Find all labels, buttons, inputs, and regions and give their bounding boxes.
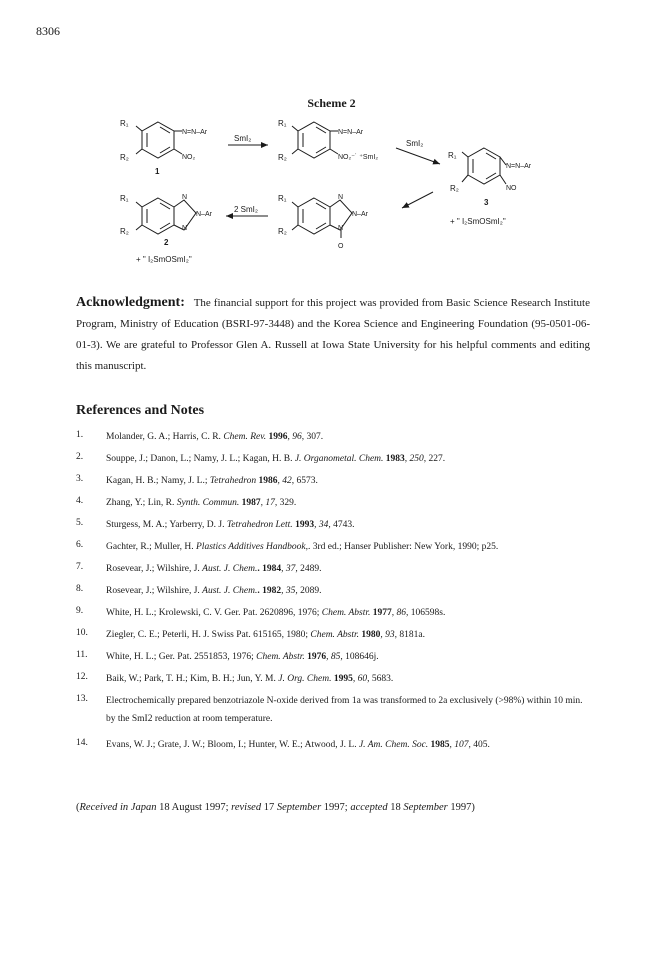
radical-anion-label: NO₂⁻˙ ⁺SmI₂ — [338, 154, 379, 161]
reference-number: 5. — [76, 518, 84, 528]
r2-label: R₂ — [278, 227, 287, 236]
r2-label: R₂ — [120, 227, 129, 236]
reference-text: Evans, W. J.; Grate, J. W.; Bloom, I.; Hunter, W. E.; Atwood, J. L. J. Am. Chem. Soc. 1985, 107, 405. — [106, 740, 490, 750]
compound-1-label: 1 — [155, 167, 160, 176]
azo-label: N=N–Ar — [182, 129, 208, 136]
reference-number: 1. — [76, 430, 84, 440]
reference-number: 8. — [76, 584, 84, 594]
reference-item — [76, 538, 590, 560]
reagent-smi2-1: SmI₂ — [234, 134, 252, 143]
page-number: 8306 — [36, 24, 60, 38]
reference-number: 14. — [76, 738, 88, 748]
reference-number: 11. — [76, 650, 88, 660]
reference-text: White, H. L.; Ger. Pat. 2551853, 1976; Chem. Abstr. 1976, 85, 108646j. — [106, 652, 379, 662]
reference-number: 10. — [76, 628, 88, 638]
azo-label: N=N–Ar — [338, 129, 364, 136]
r2-label: R₂ — [278, 153, 287, 162]
radical-anion-structure — [278, 119, 378, 162]
reference-number: 13. — [76, 694, 88, 704]
reference-item — [76, 472, 590, 494]
reference-number: 9. — [76, 606, 84, 616]
reference-item — [76, 428, 590, 450]
acknowledgment-heading: Acknowledgment: — [76, 295, 185, 310]
reference-number: 6. — [76, 540, 84, 550]
n-ar-label: N–Ar — [352, 211, 368, 218]
reference-number: 12. — [76, 672, 88, 682]
references-list — [76, 428, 590, 758]
r1-label: R₁ — [278, 194, 287, 203]
scheme-title: Scheme 2 — [307, 96, 356, 110]
reference-item — [76, 648, 590, 670]
reference-item — [76, 736, 590, 758]
r1-label: R₁ — [448, 151, 457, 160]
reference-number: 2. — [76, 452, 84, 462]
acknowledgment-text: The financial support for this project was provided from Basic Science Research Institute Program, Ministry of Education (BSRI-97-3448) and the Korea Science and Engineering Foundation (95-0501-06-01-3). We are grateful to Professor Glen A. Russell at Iowa State University for his helpful comments and editing this manuscript. — [76, 297, 590, 372]
reference-text: Molander, G. A.; Harris, C. R. Chem. Rev. 1996, 96, 307. — [106, 432, 324, 442]
n-ar-label: N–Ar — [196, 211, 212, 218]
reference-item — [76, 582, 590, 604]
nitrogen-label: N — [182, 225, 188, 232]
received-line: (Received in Japan 18 August 1997; revised 17 September 1997; accepted 18 September 1997) — [76, 802, 475, 813]
nitrogen-label: N — [182, 194, 188, 201]
reaction-scheme — [100, 112, 560, 272]
reference-number: 7. — [76, 562, 84, 572]
n-oxide-structure — [278, 194, 369, 250]
reference-item — [76, 692, 590, 736]
reference-text: Gachter, R.; Muller, H. Plastics Additives Handbook,. 3rd ed.; Hanser Publisher: New York, 1990; p25. — [106, 542, 499, 552]
reference-text: Rosevear, J.; Wilshire, J. Aust. J. Chem.. 1984, 37, 2489. — [106, 564, 322, 574]
reference-number: 3. — [76, 474, 84, 484]
nitroso-label: NO — [506, 185, 517, 192]
oxide-oxygen-label: O — [338, 243, 344, 250]
reference-item — [76, 604, 590, 626]
acknowledgment-paragraph — [76, 292, 590, 377]
reference-text: Kagan, H. B.; Namy, J. L.; Tetrahedron 1986, 42, 6573. — [106, 476, 318, 486]
compound-2-label: 2 — [164, 238, 169, 247]
reference-item — [76, 450, 590, 472]
reference-item — [76, 494, 590, 516]
r1-label: R₁ — [120, 119, 129, 128]
reference-number: 4. — [76, 496, 84, 506]
reference-item — [76, 626, 590, 648]
reagent-2-smi2: 2 SmI₂ — [234, 205, 258, 214]
nitrogen-label: N — [338, 194, 344, 201]
byproduct-label-2: + " I₂SmOSmI₂" — [136, 255, 192, 264]
references-heading: References and Notes — [76, 403, 205, 418]
arrow-3 — [402, 192, 433, 208]
reference-text: Electrochemically prepared benzotriazole N-oxide derived from 1a was transformed to 2a exclusively (>98%) within 10 min. by the SmI2 reduction at room temperature. — [106, 696, 583, 724]
reference-item — [76, 670, 590, 692]
r2-label: R₂ — [450, 184, 459, 193]
reference-text: Sturgess, M. A.; Yarberry, D. J. Tetrahedron Lett. 1993, 34, 4743. — [106, 520, 355, 530]
arrow-2 — [396, 148, 440, 164]
azo-label: N=N–Ar — [506, 163, 532, 170]
reference-text: Ziegler, C. E.; Peterli, H. J. Swiss Pat. 615165, 1980; Chem. Abstr. 1980, 93, 8181a. — [106, 630, 426, 640]
reference-item — [76, 560, 590, 582]
reference-text: Rosevear, J.; Wilshire, J. Aust. J. Chem.. 1982, 35, 2089. — [106, 586, 322, 596]
byproduct-label-3: + " I₂SmOSmI₂" — [450, 217, 506, 226]
r2-label: R₂ — [120, 153, 129, 162]
compound-2-structure — [120, 194, 213, 247]
reference-item — [76, 516, 590, 538]
r1-label: R₁ — [120, 194, 129, 203]
nitrogen-label: N — [338, 225, 344, 232]
compound-1-structure — [120, 119, 208, 176]
reference-text: Baik, W.; Park, T. H.; Kim, B. H.; Jun, Y. M. J. Org. Chem. 1995, 60, 5683. — [106, 674, 394, 684]
reference-text: Souppe, J.; Danon, L.; Namy, J. L.; Kagan, H. B. J. Organometal. Chem. 1983, 250, 227. — [106, 454, 446, 464]
reference-text: White, H. L.; Krolewski, C. V. Ger. Pat. 2620896, 1976; Chem. Abstr. 1977, 86, 106598s. — [106, 608, 446, 618]
compound-3-structure — [448, 148, 532, 207]
nitro-label: NO₂ — [182, 154, 196, 161]
r1-label: R₁ — [278, 119, 287, 128]
reagent-smi2-2: SmI₂ — [406, 139, 424, 148]
compound-3-label: 3 — [484, 198, 489, 207]
reference-text: Zhang, Y.; Lin, R. Synth. Commun. 1987, 17, 329. — [106, 498, 297, 508]
